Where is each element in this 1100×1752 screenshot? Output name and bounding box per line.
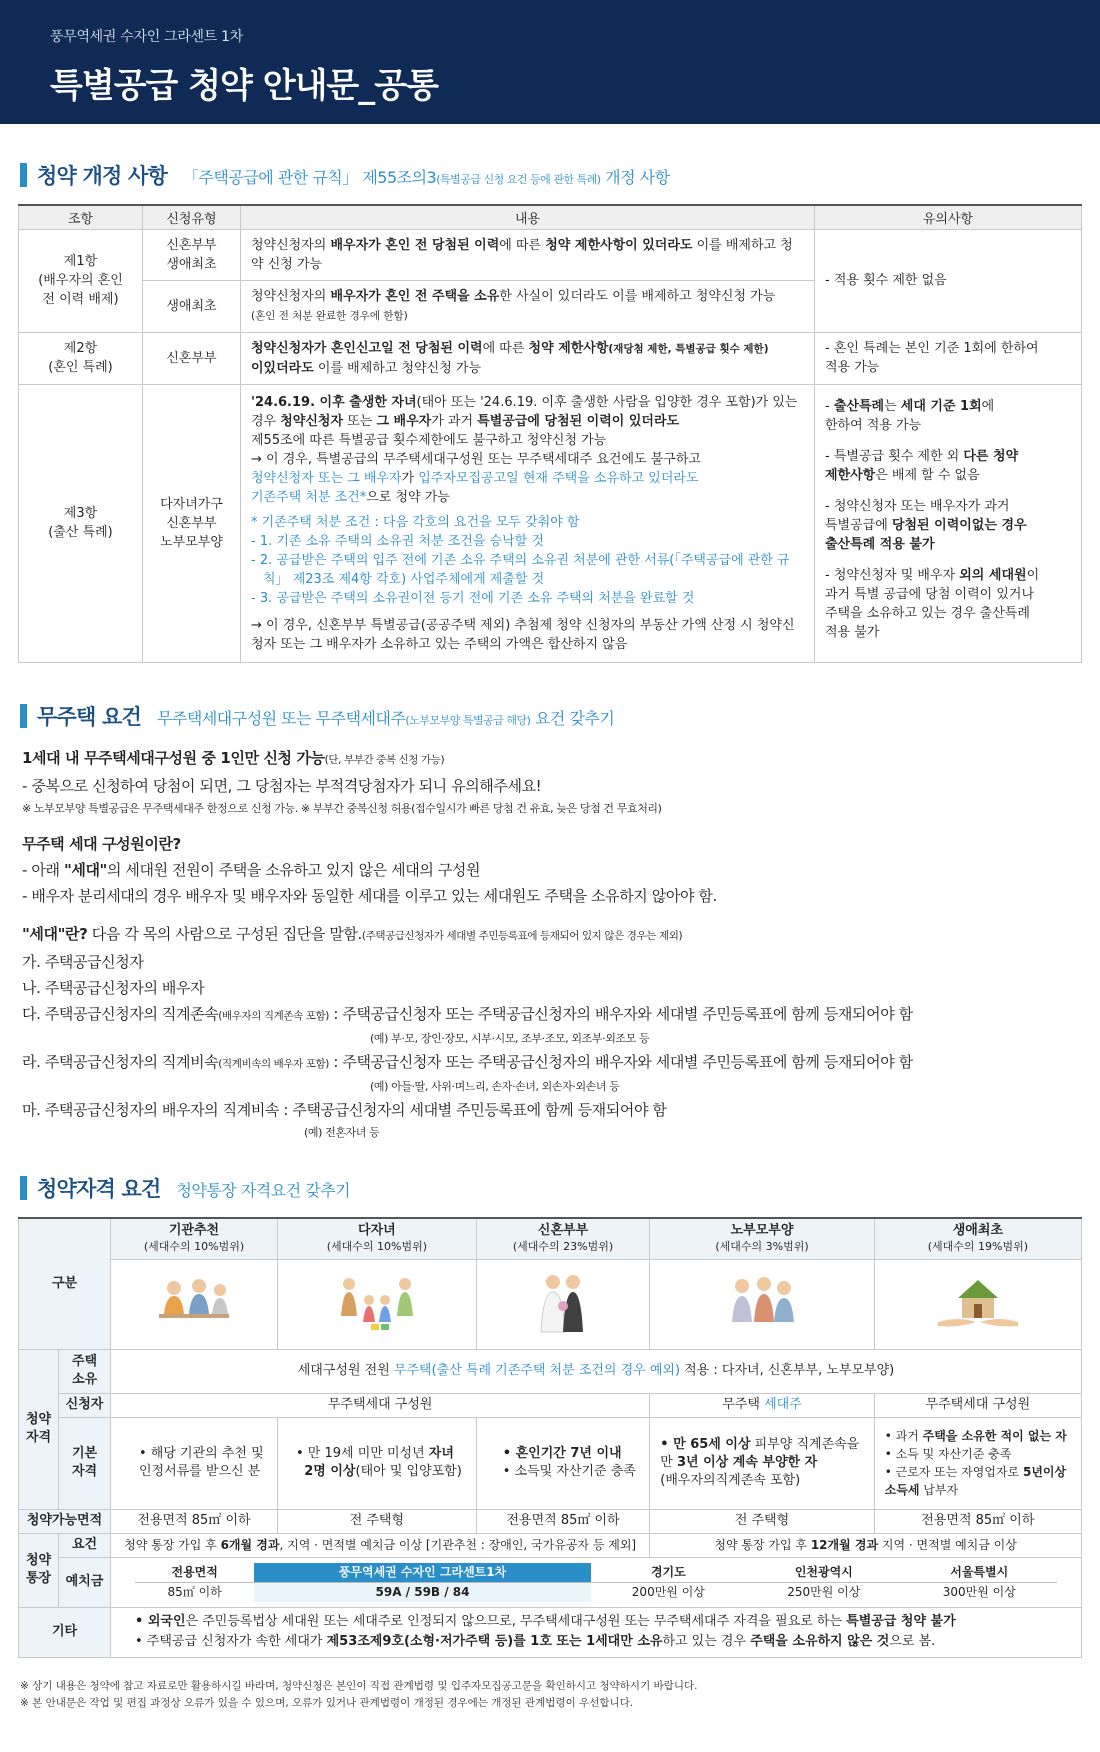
deposit-table [135, 1563, 1057, 1602]
basic-elderly: • 만 65세 이상 피부양 직계존속을 만 3년 이상 계속 부양한 자 (배우자의직계존속 포함) [650, 1417, 874, 1509]
deposit-head-incheon: 인천광역시 [746, 1563, 901, 1583]
family-children-icon [277, 1259, 476, 1349]
no-house-requirements: 1세대 내 무주택세대구성원 중 1인만 신청 가능(단, 부부간 중복 신청 가능) - 중복으로 신청하여 당첨이 되면, 그 당첨자는 부적격당첨자가 되니 유의해주세요! ※ 노부모부양 특별공급은 무주택세대주 한정으로 신청 가능. ※ 부부간 중복신청 허용(접수일시가 빠른 당첨 건 유효, 늦은 당첨 건 무효처리) 무주택 세대 구성원이란? - 아래 "세대"의 세대원 전원이 주택을 소유하고 있지 않은 세대의 구성원 - 배우자 분리세대의 경우 배우자 및 배우자와 동일한 세대를 이루고 있는 세대원도 주택을 소유하지 않아야 함. "세대"란? 다음 각 목의 사람으로 구성된 집단을 말함.(주택공급신청자가 세대별 주민등록표에 등재되어 있지 않은 경우는 제외) 가. 주택공급신청자 나. 주택공급신청자의 배우자 다. 주택공급신청자의 직계존속(배우자의 직계존속 포함) : 주택공급신청자 또는 주택공급신청자의 배우자와 세대별 주민등록표에 함께 등재되어야 함 (예) 부·모, 장인·장모, 시부·시모, 조부·조모, 외조부·외조모 등 라. 주택공급신청자의 직계비속(직계비속의 배우자 포함) : 주택공급신청자 또는 주택공급신청자의 배우자와 세대별 주민등록표에 함께 등재되어야 함 (예) 아들·딸, 사위·며느리, 손자·손녀, 외손자·외손녀 등 마. 주택공급신청자의 배우자의 직계비속 : 주택공급신청자의 세대별 주민등록표에 함께 등재되어야 함 (예) 전혼자녀 등 [22, 748, 913, 1139]
deposit-val-gyeonggi: 200만원 이상 [631, 1584, 705, 1599]
note-1: - 적용 횟수 제한 없음 [815, 229, 1082, 332]
deposit-val-seoul: 300만원 이상 [942, 1584, 1016, 1599]
content-2: 청약신청자가 혼인신고일 전 당첨된 이력에 따른 청약 제한사항(재당첨 제한, 특별공급 횟수 제한) 이있더라도 이를 배제하고 청약신청 가능 [241, 332, 815, 384]
basic-firsttime: • 과거 주택을 소유한 적이 없는 자 • 소득 및 자산기준 충족 • 근로자 또는 자영업자로 5년이상 소득세 납부자 [874, 1417, 1081, 1509]
elderly-family-icon [650, 1259, 874, 1349]
section3-heading: 청약자격 요건 [37, 1176, 161, 1201]
eligibility-table [18, 1217, 1082, 1658]
section3-desc: 청약통장 자격요건 갖추기 [176, 1180, 351, 1200]
deposit-value [111, 1557, 1082, 1607]
type-3: 다자녀가구 신혼부부 노부모부양 [143, 384, 241, 662]
deposit-head-seoul: 서울특별시 [902, 1563, 1057, 1583]
section1-title [20, 160, 1082, 190]
deposit-val-incheon: 250만원 이상 [787, 1584, 861, 1599]
row-house-owner: 주택 소유 [59, 1349, 111, 1393]
deposit-head-gyeonggi: 경기도 [591, 1563, 746, 1583]
requirement-value-1: 청약 통장 가입 후 6개월 경과, 지역 · 면적별 예치금 이상 [기관추천 : 장애인, 국가유공자 등 제외] [111, 1533, 650, 1557]
area-newlywed: 전용면적 85㎡ 이하 [476, 1509, 650, 1533]
row-applicant: 신청자 [59, 1393, 111, 1417]
deposit-head-area: 전용면적 [135, 1563, 254, 1583]
row-deposit: 예치금 [59, 1557, 111, 1607]
type-2: 신혼부부 [143, 332, 241, 384]
page-title: 특별공급 청약 안내문_공통 [50, 66, 438, 106]
area-multichild: 전 주택형 [277, 1509, 476, 1533]
deposit-head-complex: 풍무역세권 수자인 그라센트1차 [254, 1563, 590, 1583]
page-header [0, 0, 1100, 124]
section-bar [20, 704, 27, 728]
row-etc: 기타 [19, 1607, 111, 1657]
house-hands-icon [874, 1259, 1081, 1349]
deposit-val-area: 85㎡ 이하 [167, 1584, 222, 1599]
area-firsttime: 전용면적 85㎡ 이하 [874, 1509, 1081, 1533]
section2-title [20, 701, 1082, 731]
newlywed-couple-icon [476, 1259, 650, 1349]
footer-note-2: ※ 본 안내문은 작업 및 편집 과정상 오류가 있을 수 있으며, 오류가 있거나 관계법령이 개정된 경우에는 개정된 관계법령이 우선합니다. [20, 1696, 634, 1709]
section1-desc: 「주택공급에 관한 규칙」 제55조의3(특별공급 신청 요건 등에 관한 특례) 개정 사항 [182, 168, 670, 187]
area-elderly: 전 주택형 [650, 1509, 874, 1533]
section3-title [20, 1173, 1082, 1203]
house-owner-value: 세대구성원 전원 무주택(출산 특례 기존주택 처분 조건의 경우 예외) 적용 : 다자녀, 신혼부부, 노부모부양) [111, 1349, 1082, 1393]
row-area: 청약가능면적 [19, 1509, 111, 1533]
clause-2: 제2항 (혼인 특례) [19, 332, 143, 384]
section2-desc: 무주택세대구성원 또는 무주택세대주(노부모부양 특별공급 해당) 요건 갖추기 [156, 708, 615, 728]
basic-multichild: • 만 19세 미만 미성년 자녀 2명 이상(태아 및 입양포함) [277, 1417, 476, 1509]
applicant-value-3: 무주택세대 구성원 [874, 1393, 1081, 1417]
applicant-value-1: 무주택세대 구성원 [111, 1393, 650, 1417]
type-1a: 신혼부부 생애최초 [143, 229, 241, 280]
section-bar [20, 163, 27, 187]
note-3: - 출산특례는 세대 기준 1회에 한하여 적용 가능 - 특별공급 횟수 제한 외 다른 청약 제한사항은 배제 할 수 없음 - 청약신청자 또는 배우자가 과거 특별공급에 당첨된 이력이없는 경우 출산특례 적용 불가 - 청약신청자 및 배우자 외의 세대원이 과거 특별 공급에 당첨 이력이 있거나 주택을 소유하고 있는 경우 출산특례 적용 불가 [815, 384, 1082, 662]
col-header-clause: 조항 [19, 205, 143, 229]
col-agency: 기관추천 (세대수의 10%범위) [111, 1218, 278, 1260]
group-account: 청약 통장 [19, 1533, 59, 1607]
col-multichild: 다자녀 (세대수의 10%범위) [277, 1218, 476, 1260]
section2-heading: 무주택 요건 [37, 704, 141, 729]
footer-note-1: ※ 상기 내용은 청약에 참고 자료로만 활용하시길 바라며, 청약신청은 본인이 직접 관계법령 및 입주자모집공고문을 확인하시고 청약하시기 바랍니다. [20, 1679, 698, 1692]
clause-1: 제1항 (배우자의 혼인 전 이력 배제) [19, 229, 143, 332]
group-eligibility: 청약 자격 [19, 1349, 59, 1509]
page-subtitle: 풍무역세권 수자인 그라센트 1차 [50, 29, 243, 45]
content-3: '24.6.19. 이후 출생한 자녀(태아 또는 '24.6.19. 이후 출생한 사람을 입양한 경우 포함)가 있는 경우 청약신청자 또는 그 배우자가 과거 특별공급에 당첨된 이력이 있더라도 제55조에 따른 특별공급 횟수제한에도 불구하고 청약신청 가능 → 이 경우, 특별공급의 무주택세대구성원 또는 무주택세대주 요건에도 불구하고 청약신청자 또는 그 배우자가 입주자모집공고일 현재 주택을 소유하고 있더라도 기존주택 처분 조건*으로 청약 가능 * 기존주택 처분 조건 : 다음 각호의 요건을 모두 갖춰야 함 - 1. 기존 소유 주택의 소유권 처분 조건을 승낙할 것 - 2. 공급받은 주택의 입주 전에 기존 소유 주택의 소유권 처분에 관한 서류(「주택공급에 관한 규칙」 제23조 제4항 각호) 사업주체에게 제출할 것 - 3. 공급받은 주택의 소유권이전 등기 전에 기존 소유 주택의 처분을 완료할 것 → 이 경우, 신혼부부 특별공급(공공주택 제외) 추첨제 청약 신청자의 부동산 가액 산정 시 청약신청자 또는 그 배우자가 소유하고 있는 주택의 가액은 합산하지 않음 [241, 384, 815, 662]
col-header-notes: 유의사항 [815, 205, 1082, 229]
revision-table [18, 204, 1082, 663]
gubun-header: 구분 [19, 1218, 111, 1350]
basic-agency: • 해당 기관의 추천 및 인정서류를 받으신 분 [111, 1417, 278, 1509]
requirement-value-2: 청약 통장 가입 후 12개월 경과 지역 · 면적별 예치금 이상 [650, 1533, 1082, 1557]
row-basic-eligibility: 기본 자격 [59, 1417, 111, 1509]
type-1b: 생애최초 [143, 280, 241, 332]
basic-newlywed: • 혼인기간 7년 이내 • 소득및 자산기준 충족 [476, 1417, 650, 1509]
col-firsttime: 생애최초 (세대수의 19%범위) [874, 1218, 1081, 1260]
clause-3: 제3항 (출산 특례) [19, 384, 143, 662]
col-header-type: 신청유형 [143, 205, 241, 229]
area-agency: 전용면적 85㎡ 이하 [111, 1509, 278, 1533]
section-bar [20, 1176, 27, 1200]
etc-value: • 외국인은 주민등록법상 세대원 또는 세대주로 인정되지 않으므로, 무주택세대구성원 또는 무주택세대주 자격을 필요로 하는 특별공급 청약 불가 • 주택공급 신청자가 속한 세대가 제53조제9호(소형·저가주택 등)를 1호 또는 1세대만 소유하고 있는 경우 주택을 소유하지 않은 것으로 봄. [111, 1607, 1082, 1657]
col-elderly: 노부모부양 (세대수의 3%범위) [650, 1218, 874, 1260]
content-1b: 청약신청자의 배우자가 혼인 전 주택을 소유한 사실이 있더라도 이를 배제하고 청약신청 가능 (혼인 전 처분 완료한 경우에 한함) [241, 280, 815, 332]
content-1a: 청약신청자의 배우자가 혼인 전 당첨된 이력에 따른 청약 제한사항이 있더라도 이를 배제하고 청약 신청 가능 [241, 229, 815, 280]
deposit-val-complex: 59A / 59B / 84 [254, 1582, 590, 1602]
section1-heading: 청약 개정 사항 [37, 164, 167, 188]
note-2: - 혼인 특례는 본인 기준 1회에 한하여 적용 가능 [815, 332, 1082, 384]
meeting-people-icon [111, 1259, 278, 1349]
row-requirement: 요건 [59, 1533, 111, 1557]
applicant-value-2: 무주택 세대주 [650, 1393, 874, 1417]
footer-notes [18, 1678, 1082, 1712]
col-newlywed: 신혼부부 (세대수의 23%범위) [476, 1218, 650, 1260]
col-header-content: 내용 [241, 205, 815, 229]
